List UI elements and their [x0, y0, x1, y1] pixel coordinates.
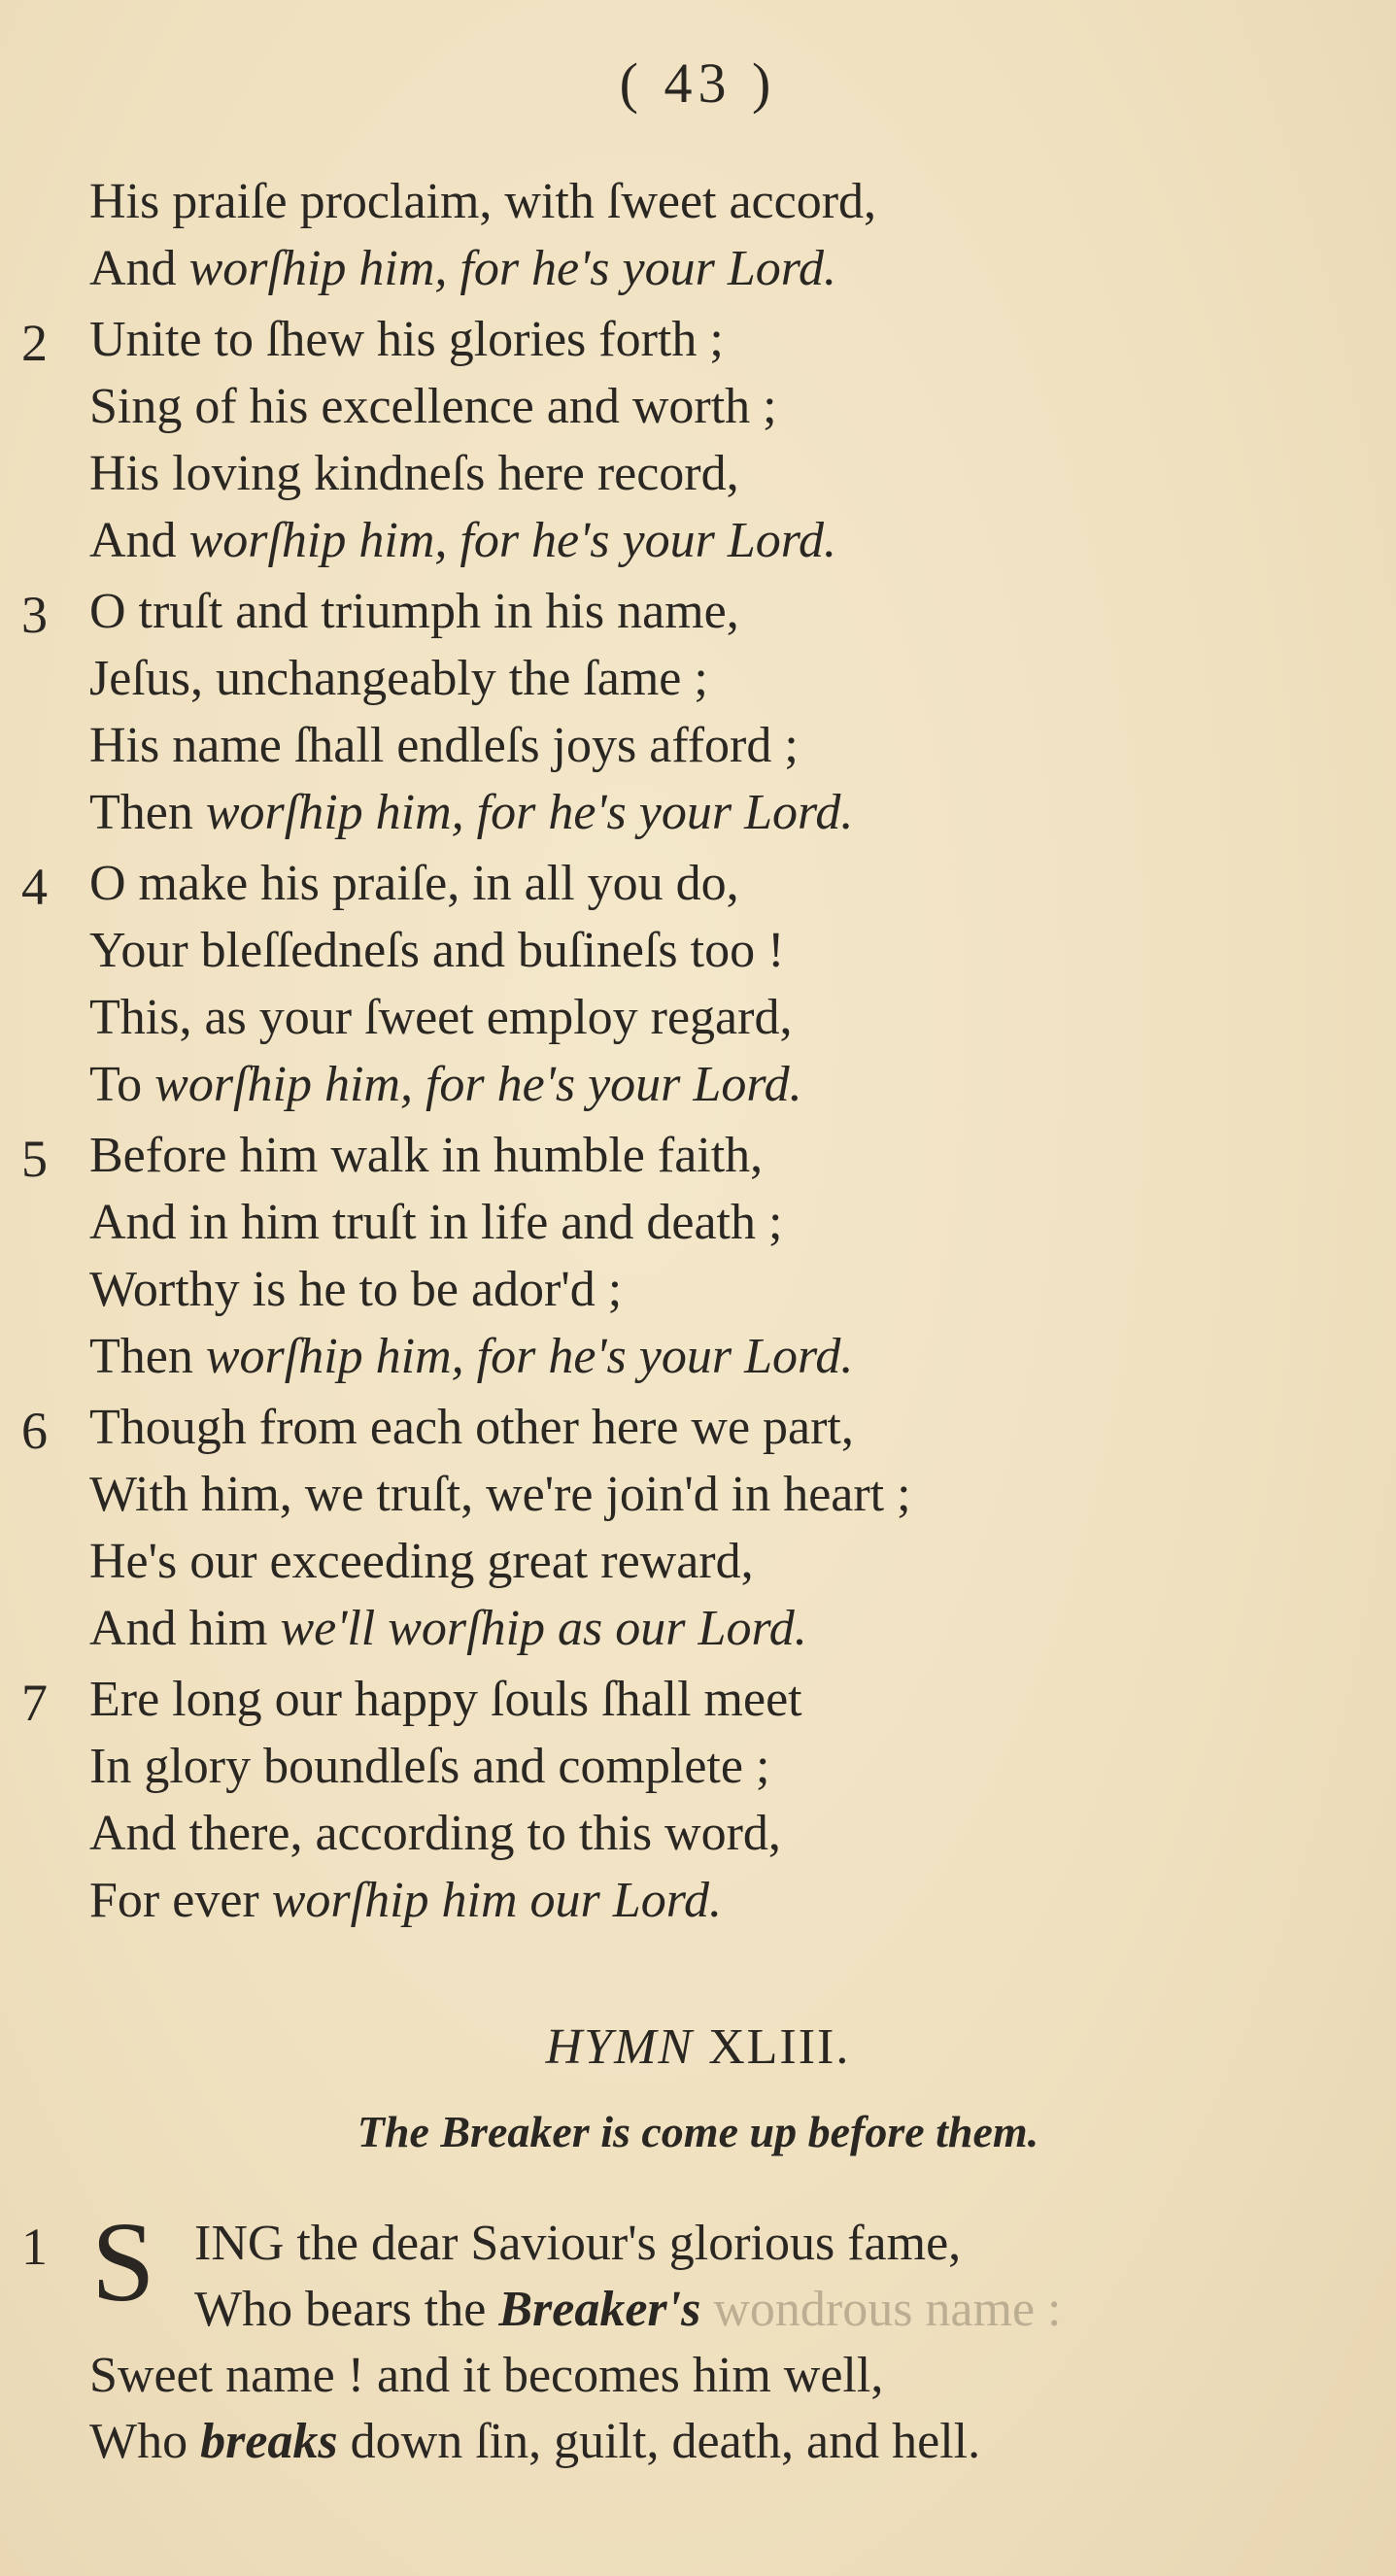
- verse-line: [89, 1805, 781, 1862]
- verse-number: 2: [21, 314, 48, 372]
- hymn-title-numeral: XLIII.: [708, 2019, 851, 2075]
- verse-line-italic: worſhip him, for he's your Lord.: [154, 1057, 802, 1112]
- verse-line: [89, 1194, 782, 1251]
- verse-line-italic: we'll worſhip as our Lord.: [280, 1601, 807, 1656]
- verse-line: [89, 583, 739, 640]
- verse-line-text: And in him truſt in life and death ;: [89, 1195, 783, 1250]
- verse-line-text: Worthy is he to be ador'd ;: [89, 1262, 623, 1317]
- hymn-line-2-rest: wondrous name :: [700, 2282, 1062, 2337]
- verse-line-text: O make his praiſe, in all you do,: [89, 856, 739, 911]
- verse-line: [89, 1127, 763, 1184]
- hymn-title: [0, 2018, 1396, 2076]
- hymn-title-word: HYMN: [545, 2019, 695, 2075]
- page-number: ( 43 ): [619, 51, 777, 115]
- hymn-line-4-rest: down ſin, guilt, death, and hell.: [337, 2414, 981, 2469]
- verse-line-text: And: [89, 513, 189, 568]
- verse-line: [89, 717, 799, 774]
- verse-line-text: Your bleſſedneſs and buſineſs too !: [89, 923, 785, 978]
- verse-line: [89, 1056, 802, 1113]
- hymn-line-4-plain: Who: [89, 2414, 201, 2469]
- hymn-line-2: [194, 2281, 1062, 2338]
- verse-line: [89, 1671, 802, 1728]
- hymn-line-4-italic: breaks: [200, 2414, 338, 2469]
- verse-line-italic: worſhip him, for he's your Lord.: [205, 785, 854, 840]
- verse-line-text: Unite to ſhew his glories forth ;: [89, 312, 724, 367]
- hymn-verse-number: 1: [21, 2218, 48, 2276]
- hymn-line-2-plain: Who bears the: [194, 2282, 499, 2337]
- verse-line: [89, 784, 853, 841]
- hymn-line-1: ING the dear Saviour's glorious fame,: [194, 2216, 962, 2271]
- verse-line-text: This, as your ſweet employ regard,: [89, 990, 793, 1045]
- verse-line-text: His name ſhall endleſs joys afford ;: [89, 718, 799, 773]
- verse-line: [89, 1600, 807, 1657]
- hymn-line-3: Sweet name ! and it becomes him well,: [89, 2348, 884, 2403]
- verse-line-text: Then: [89, 1329, 206, 1384]
- verse-line-text: In glory boundleſs and complete ;: [89, 1739, 770, 1794]
- verse-number: 5: [21, 1130, 48, 1188]
- verse-line-text: And him: [89, 1601, 281, 1656]
- verse-line-text: O truſt and triumph in his name,: [89, 584, 739, 639]
- verse-line: [89, 512, 836, 569]
- verse-line-text: His praiſe proclaim, with ſweet accord,: [89, 174, 877, 229]
- verse-line-italic: worſhip him, for he's your Lord.: [188, 241, 837, 296]
- verse-line: [89, 855, 739, 912]
- verse-line-text: Sing of his excellence and worth ;: [89, 379, 777, 434]
- verse-line: [89, 1872, 722, 1929]
- hymn-line-4: [89, 2413, 980, 2470]
- verse-line: [89, 1533, 754, 1590]
- verse-line: [89, 1738, 769, 1795]
- verse-line-italic: worſhip him our Lord.: [271, 1873, 722, 1928]
- verse-line-text: His loving kindneſs here record,: [89, 446, 739, 501]
- verse-number: 4: [21, 858, 48, 916]
- verse-line-text: For ever: [89, 1873, 272, 1928]
- verse-line: [89, 445, 739, 502]
- verse-line: [89, 1399, 854, 1456]
- verse-line: [89, 922, 784, 979]
- verse-line: [89, 240, 836, 297]
- verse-line: [89, 1328, 853, 1385]
- verse-line-text: He's our exceeding great reward,: [89, 1534, 754, 1589]
- verse-line: [89, 311, 724, 368]
- verse-number: 7: [21, 1674, 48, 1732]
- verse-line-text: Jeſus, unchangeably the ſame ;: [89, 651, 708, 706]
- verse-number: 3: [21, 586, 48, 644]
- verse-line-text: And: [89, 241, 189, 296]
- verse-line-text: And there, according to this word,: [89, 1806, 781, 1861]
- verse-line: [89, 173, 876, 230]
- drop-cap: S: [91, 2198, 155, 2325]
- verse-line: [89, 650, 708, 707]
- verse-line-text: Ere long our happy ſouls ſhall meet: [89, 1672, 802, 1727]
- verse-line-text: Before him walk in humble faith,: [89, 1128, 764, 1183]
- verse-line-text: To: [89, 1057, 155, 1112]
- hymn-line-2-italic: Breaker's: [498, 2282, 701, 2337]
- verse-line-text: Then: [89, 785, 206, 840]
- verse-line: [89, 1466, 911, 1523]
- verse-line-italic: worſhip him, for he's your Lord.: [205, 1329, 854, 1384]
- verse-line-italic: worſhip him, for he's your Lord.: [188, 513, 837, 568]
- verse-line: [89, 378, 777, 435]
- verse-line: [89, 1261, 622, 1318]
- verse-line-text: With him, we truſt, we're join'd in heart ;: [89, 1467, 911, 1522]
- verse-number: 6: [21, 1402, 48, 1460]
- verse-line: [89, 989, 792, 1046]
- verse-line-text: Though from each other here we part,: [89, 1400, 854, 1455]
- hymn-subtitle: The Breaker is come up before them.: [357, 2107, 1039, 2156]
